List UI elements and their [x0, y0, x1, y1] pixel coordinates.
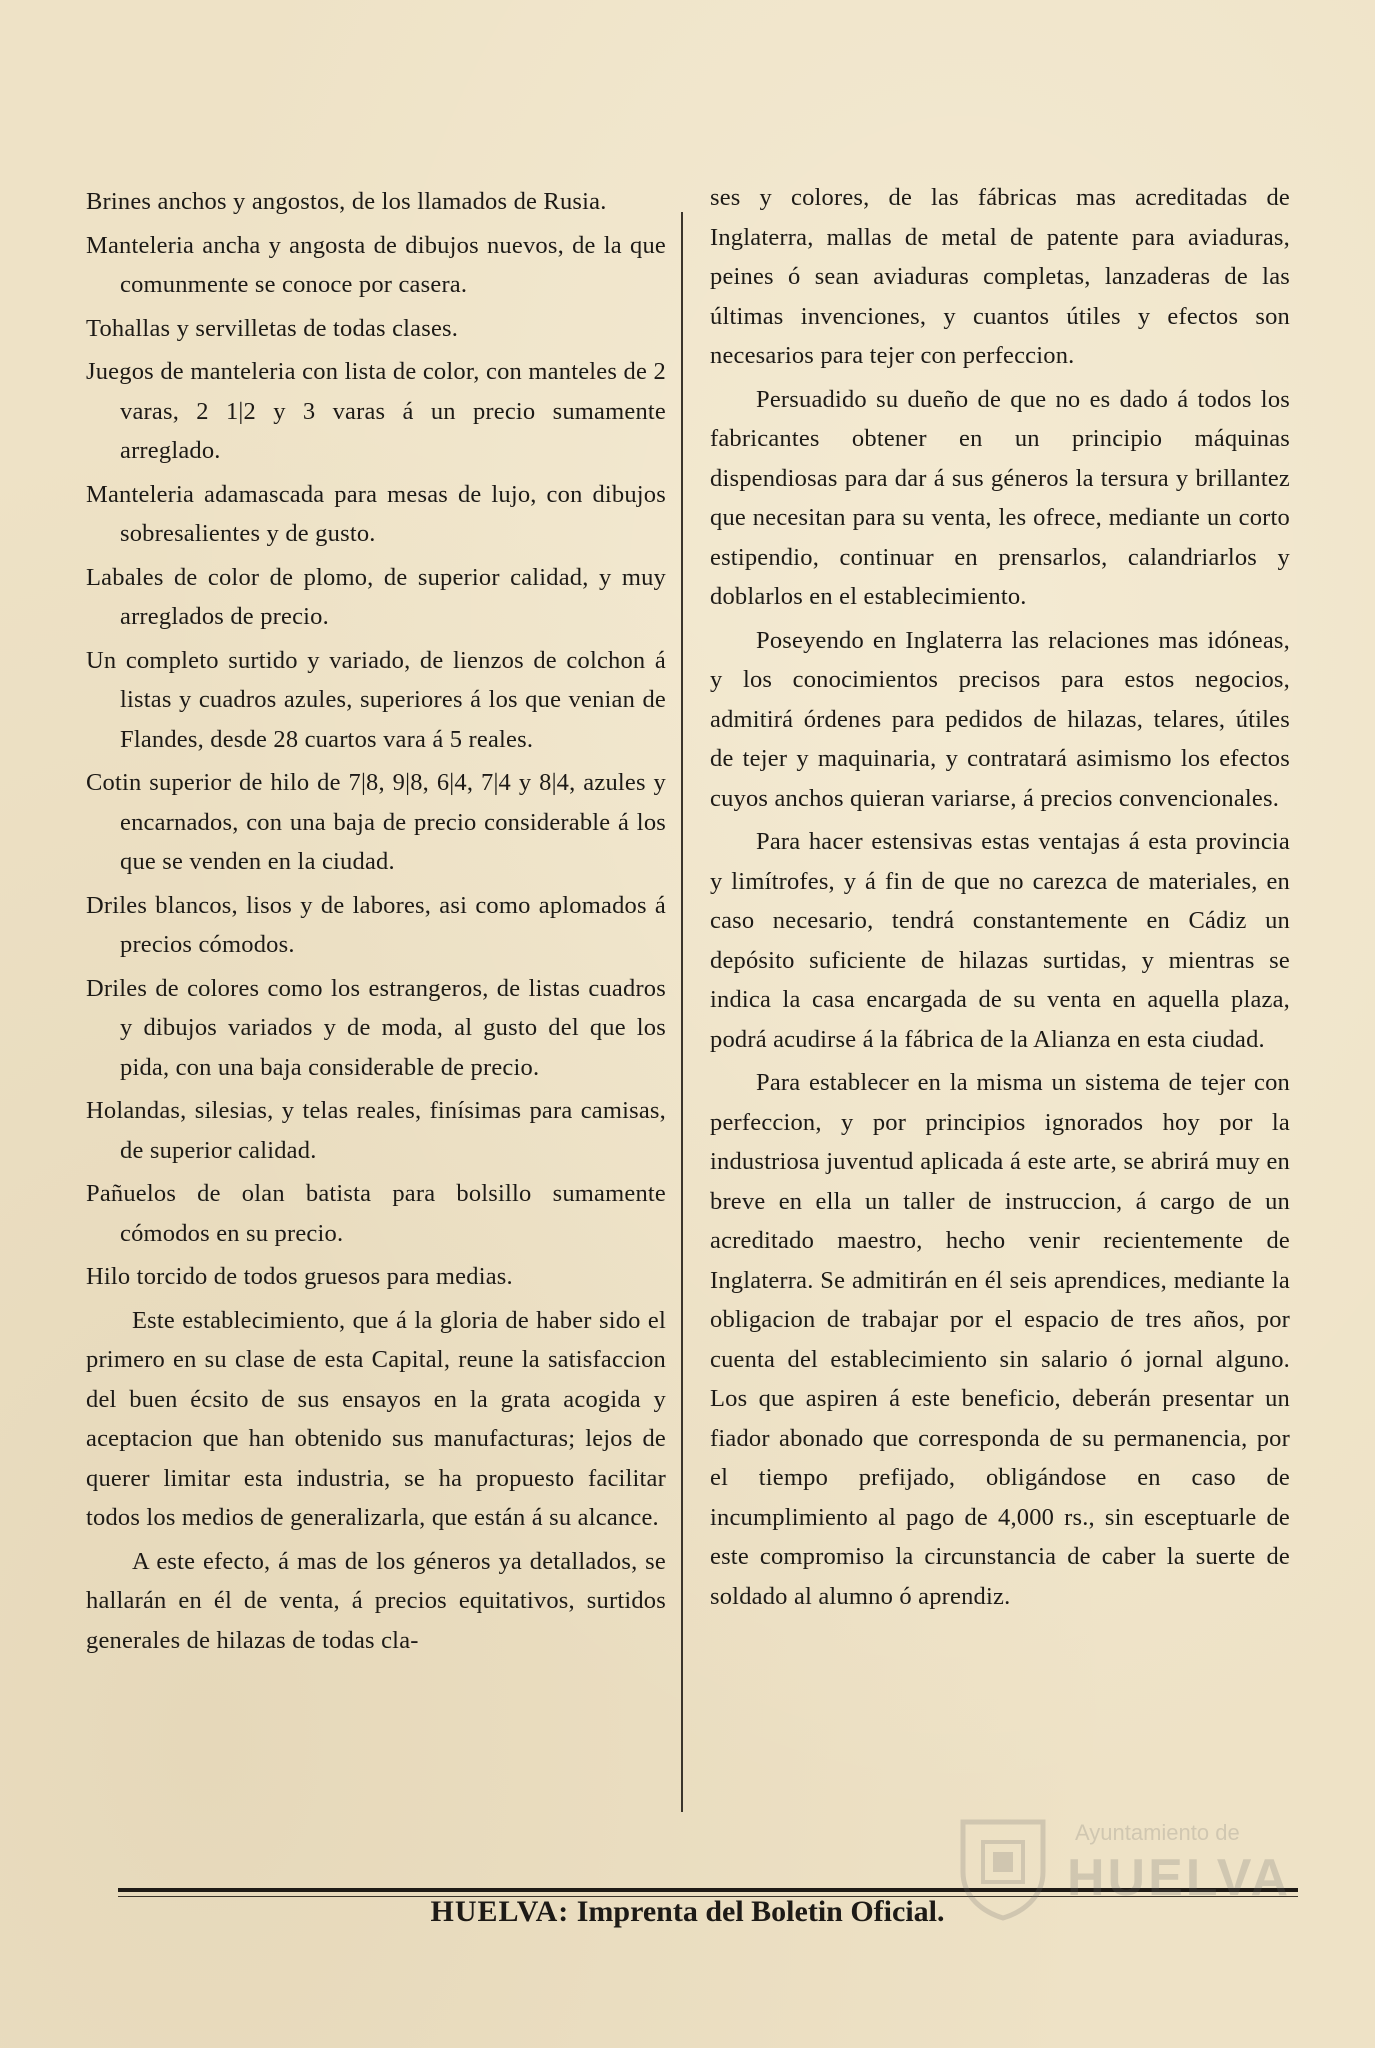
list-item: Manteleria adamascada para mesas de lujo, con dibujos sobresalientes y de gusto.: [86, 480, 666, 547]
list-item: Brines anchos y angostos, de los llamados de Rusia.: [86, 188, 607, 215]
list-item: Manteleria ancha y angosta de dibujos nuevos, de la que comunmente se conoce por casera.: [86, 231, 666, 298]
list-item: Tohallas y servilletas de todas clases.: [86, 314, 459, 342]
left-column: [86, 182, 666, 1664]
list-item: Cotin superior de hilo de 7|8, 9|8, 6|4, 7|4 y 8|4, azules y encarnados, con una baja de precio considerable á los que se venden en la ciudad.: [86, 769, 666, 875]
paragraph: Para hacer estensivas estas ventajas á esta provincia y limítrofes, y á fin de que no carezca de materiales, en caso necesario, tendrá constantemente en Cádiz un depósito suficiente de hilazas surtidas, y mientras se indica la casa encargada de su venta en aquella plaza, podrá acudirse á la fábrica de la Alianza en esta ciudad.: [710, 828, 1290, 1053]
paragraph: A este efecto, á mas de los géneros ya detallados, se hallarán en él de venta, á precios equitativos, surtidos generales de hilazas de todas cla-: [86, 1547, 666, 1654]
list-item: Juegos de manteleria con lista de color, con manteles de 2 varas, 2 1|2 y 3 varas á un precio sumamente arreglado.: [86, 358, 666, 464]
archive-watermark: [943, 1808, 1303, 1928]
paragraph: Persuadido su dueño de que no es dado á todos los fabricantes obtener en un principio máquinas dispendiosas para dar á sus géneros la tersura y brillantez que necesitan para su venta, les ofrece, mediante un corto estipendio, continuar en prensarlos, calandriarlos y doblarlos en el establecimiento.: [710, 385, 1290, 610]
column-divider: [681, 212, 683, 1812]
list-item: Pañuelos de olan batista para bolsillo sumamente cómodos en su precio.: [86, 1180, 666, 1247]
list-item: Hilo torcido de todos gruesos para medias.: [86, 1263, 513, 1290]
paragraph-continuation: ses y colores, de las fábricas mas acreditadas de Inglaterra, mallas de metal de patente para aviaduras, peines ó sean aviaduras completas, lanzaderas de las últimas invenciones, y cuantos útiles y efectos son necesarios para tejer con perfeccion.: [710, 184, 1290, 369]
list-item: Labales de color de plomo, de superior calidad, y muy arreglados de precio.: [86, 563, 666, 630]
list-item: Driles de colores como los estrangeros, de listas cuadros y dibujos variados y de moda, al gusto del que los pida, con una baja considerable de precio.: [86, 974, 666, 1081]
imprint-place: HUELVA:: [430, 1895, 570, 1928]
watermark-line2: HUELVA: [1067, 1849, 1292, 1907]
right-column: [710, 178, 1290, 1620]
imprint-text: Imprenta del Boletin Oficial.: [576, 1895, 945, 1928]
coat-of-arms-icon: [953, 1812, 1053, 1922]
list-item: Driles blancos, lisos y de labores, asi como aplomados á precios cómodos.: [86, 891, 666, 958]
paragraph: Este establecimiento, que á la gloria de haber sido el primero en su clase de esta Capital, reune la satisfaccion del buen écsito de sus ensayos en la grata acogida y aceptacion que han obtenido sus manufacturas; lejos de querer limitar esta industria, se ha propuesto facilitar todos los medios de generalizarla, que están á su alcance.: [86, 1306, 666, 1531]
watermark-line1: Ayuntamiento de: [1075, 1820, 1240, 1845]
paragraph: Para establecer en la misma un sistema de tejer con perfeccion, y por principios ignorados hoy por la industriosa juventud aplicada á este arte, se abrirá muy en breve en ella un taller de instruccion, á cargo de un acreditado maestro, hecho venir recientemente de Inglaterra. Se admitirán en él seis aprendices, mediante la obligacion de trabajar por el espacio de tres años, por cuenta del establecimiento sin salario ó jornal alguno. Los que aspiren á este beneficio, deberán presentar un fiador abonado que corresponda de su permanencia, por el tiempo prefijado, obligándose en caso de incumplimiento al pago de 4,000 rs., sin esceptuarle de este compromiso la circunstancia de caber la suerte de soldado al alumno ó aprendiz.: [710, 1069, 1290, 1610]
list-item: Holandas, silesias, y telas reales, finísimas para camisas, de superior calidad.: [86, 1097, 666, 1164]
paragraph: Poseyendo en Inglaterra las relaciones mas idóneas, y los conocimientos precisos para estos negocios, admitirá órdenes para pedidos de hilazas, telares, útiles de tejer y maquinaria, y contratará asimismo los efectos cuyos anchos quieran variarse, á precios convencionales.: [710, 626, 1290, 812]
list-item: Un completo surtido y variado, de lienzos de colchon á listas y cuadros azules, superiores á los que venian de Flandes, desde 28 cuartos vara á 5 reales.: [86, 646, 666, 753]
